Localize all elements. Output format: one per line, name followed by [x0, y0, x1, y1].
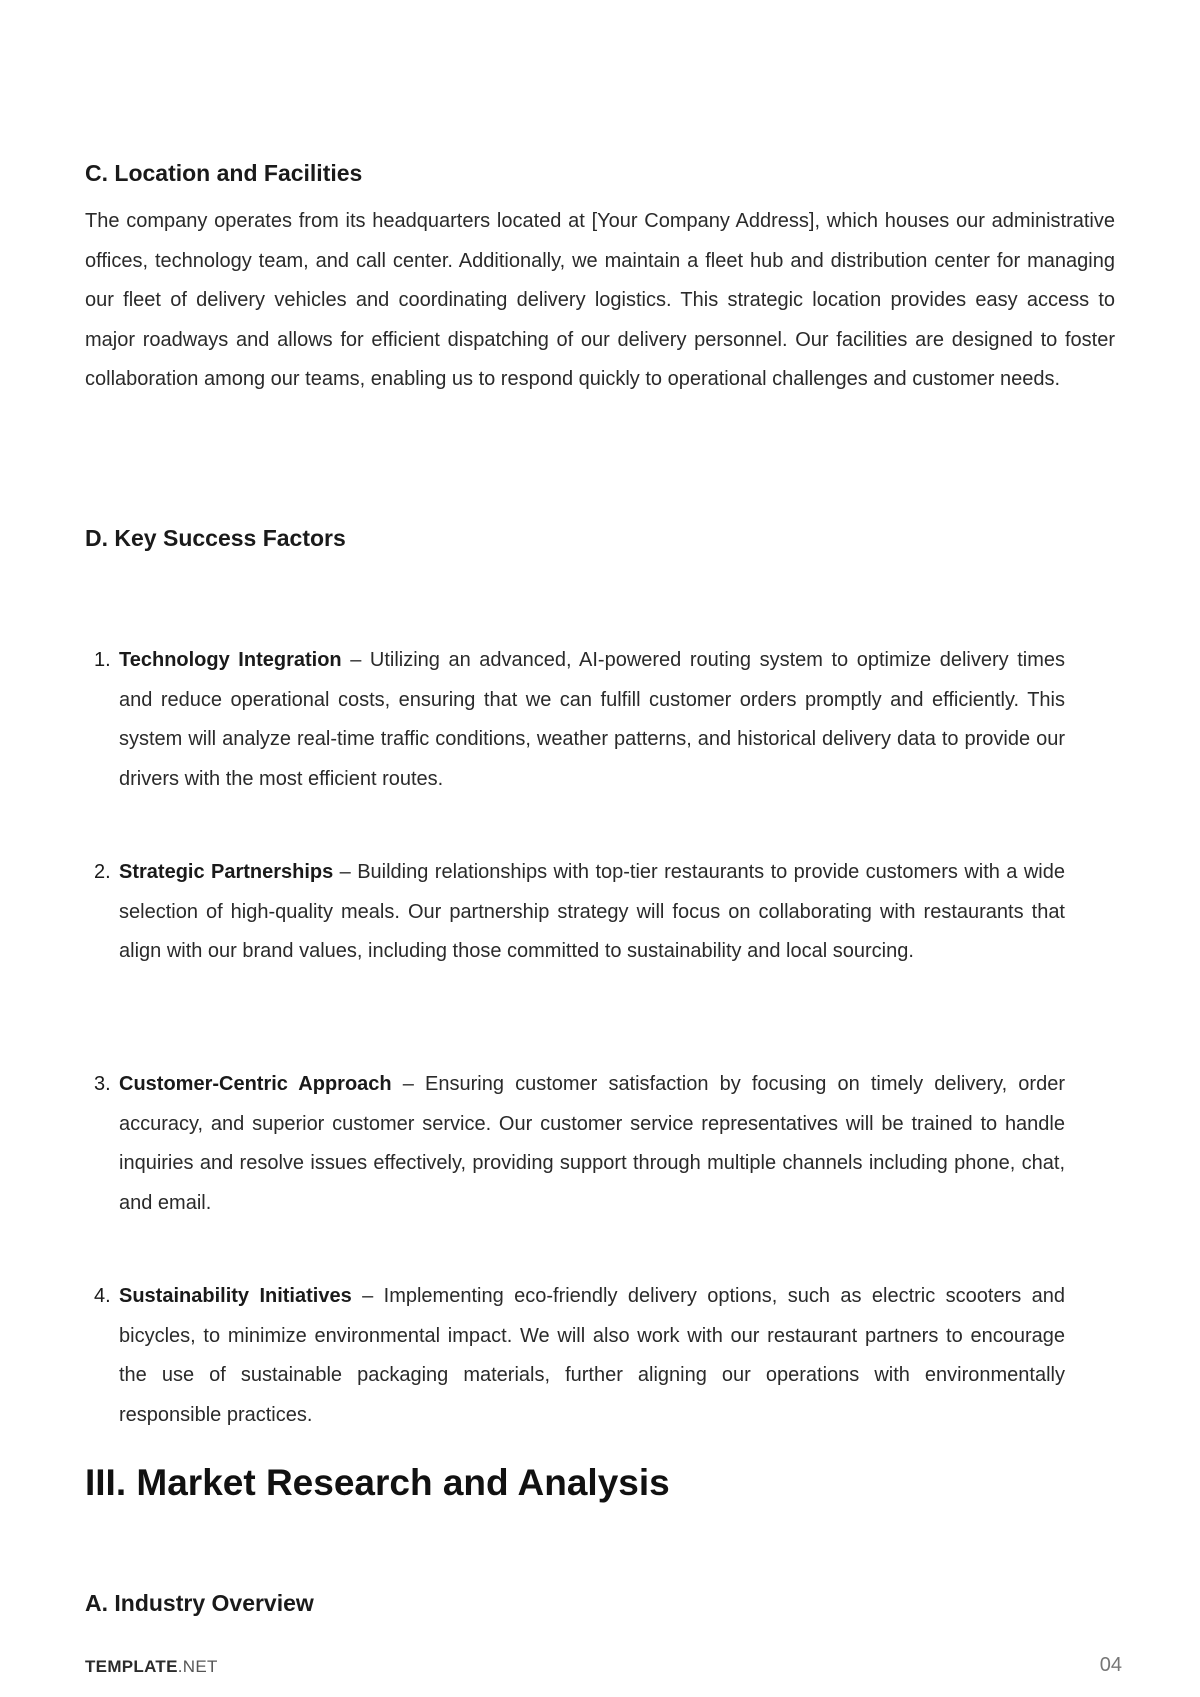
location-paragraph: The company operates from its headquarters located at [Your Company Address], which houses our administrative offices, technology team, and call center. Additionally, we maintain a fleet hub and distribution center for managing our fleet of delivery vehicles and coordinating delivery logistics. This strategic location provides easy access to major roadways and allows for efficient dispatching of our delivery personnel. Our facilities are designed to foster collaboration among our teams, enabling us to respond quickly to operational challenges and customer needs. [85, 210, 1115, 390]
brand-suffix: .NET [177, 1657, 218, 1676]
list-item-description: – Implementing eco-friendly delivery options, such as electric scooters and bicycles, to minimize environmental impact. We will also work with our restaurant partners to encourage the use of sustainable packaging materials, further aligning our operations with environmentally responsible practices. [119, 1285, 1066, 1426]
list-item-term: Strategic Partnerships [119, 861, 334, 883]
section-heading-success-factors: D. Key Success Factors [85, 525, 346, 551]
list-number: 3. [94, 1073, 111, 1095]
list-item-term: Sustainability Initiatives [119, 1285, 352, 1307]
section-heading-industry-overview: A. Industry Overview [85, 1590, 314, 1616]
list-item-text [119, 641, 1065, 799]
success-factor-item-2 [85, 853, 1065, 972]
success-factor-item-1 [85, 641, 1065, 799]
list-number: 1. [94, 649, 111, 671]
page-number: 04 [1099, 1654, 1122, 1676]
list-number: 2. [94, 861, 111, 883]
footer-brand-logo [85, 1657, 218, 1677]
success-factor-item-4 [85, 1277, 1065, 1435]
list-item-term: Technology Integration [119, 649, 342, 671]
list-item-description: – Ensuring customer satisfaction by focusing on timely delivery, order accuracy, and superior customer service. Our customer service representatives will be trained to handle inquiries and resolve issues effectively, providing support through multiple channels including phone, chat, and email. [119, 1073, 1065, 1214]
section-heading-location: C. Location and Facilities [85, 160, 363, 186]
list-number: 4. [94, 1285, 111, 1307]
section-heading-market-research: III. Market Research and Analysis [85, 1462, 670, 1503]
list-item-text [119, 1065, 1065, 1223]
list-item-description: – Utilizing an advanced, AI-powered routing system to optimize delivery times and reduce operational costs, ensuring that we can fulfill customer orders promptly and efficiently. This system will analyze real-time traffic conditions, weather patterns, and historical delivery data to provide our drivers with the most efficient routes. [119, 649, 1065, 790]
list-item-text [119, 1277, 1065, 1435]
success-factor-item-3 [85, 1065, 1065, 1223]
list-item-term: Customer-Centric Approach [119, 1073, 392, 1095]
brand-name: TEMPLATE [85, 1657, 178, 1676]
list-item-text [119, 853, 1065, 972]
list-item-description: – Building relationships with top-tier restaurants to provide customers with a wide selection of high-quality meals. Our partnership strategy will focus on collaborating with restaurants that align with our brand values, including those committed to sustainability and local sourcing. [119, 861, 1065, 962]
